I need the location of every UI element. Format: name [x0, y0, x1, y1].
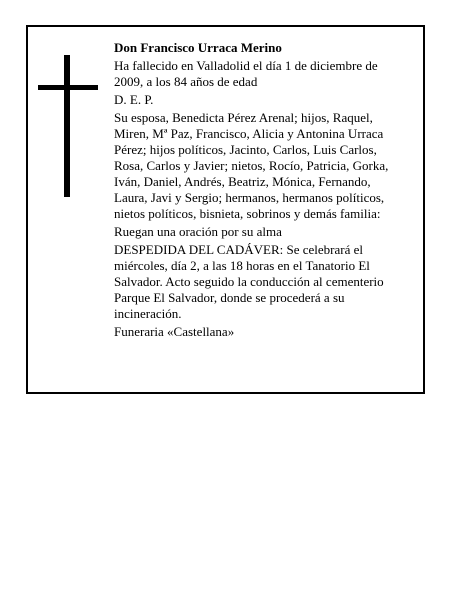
cross-vertical-bar	[64, 55, 70, 197]
prayer-request: Ruegan una oración por su alma	[114, 224, 282, 239]
cross-horizontal-bar	[38, 85, 98, 90]
deceased-name: Don Francisco Urraca Merino	[114, 40, 282, 55]
rest-in-peace: D. E. P.	[114, 92, 154, 107]
family-list: Su esposa, Benedicta Pérez Arenal; hijos, Raquel, Miren, Mª Paz, Francisco, Alicia y Antonina Urraca Pérez; hijos políticos, Jacinto, Carlos, Luis Carlos, Rosa, Carlos y Javier; nietos, Rocío, Patricia, Gorka, Iván, Daniel, Andrés, Beatriz, Mónica, Fernando, Laura, Javi y Sergio; hermanos, hermanos políticos, nietos políticos, bisnieta, sobrinos y demás familia:	[114, 110, 389, 221]
death-announcement: Ha fallecido en Valladolid el día 1 de diciembre de 2009, a los 84 años de edad	[114, 58, 378, 89]
notice-text	[114, 40, 406, 342]
farewell-details: DESPEDIDA DEL CADÁVER: Se celebrará el miércoles, día 2, a las 18 horas en el Tanatorio El Salvador. Acto seguido la conducción al cementerio Parque El Salvador, donde se procederá a su incineración.	[114, 242, 384, 321]
funeral-home: Funeraria «Castellana»	[114, 324, 235, 339]
cross-icon	[38, 55, 98, 197]
